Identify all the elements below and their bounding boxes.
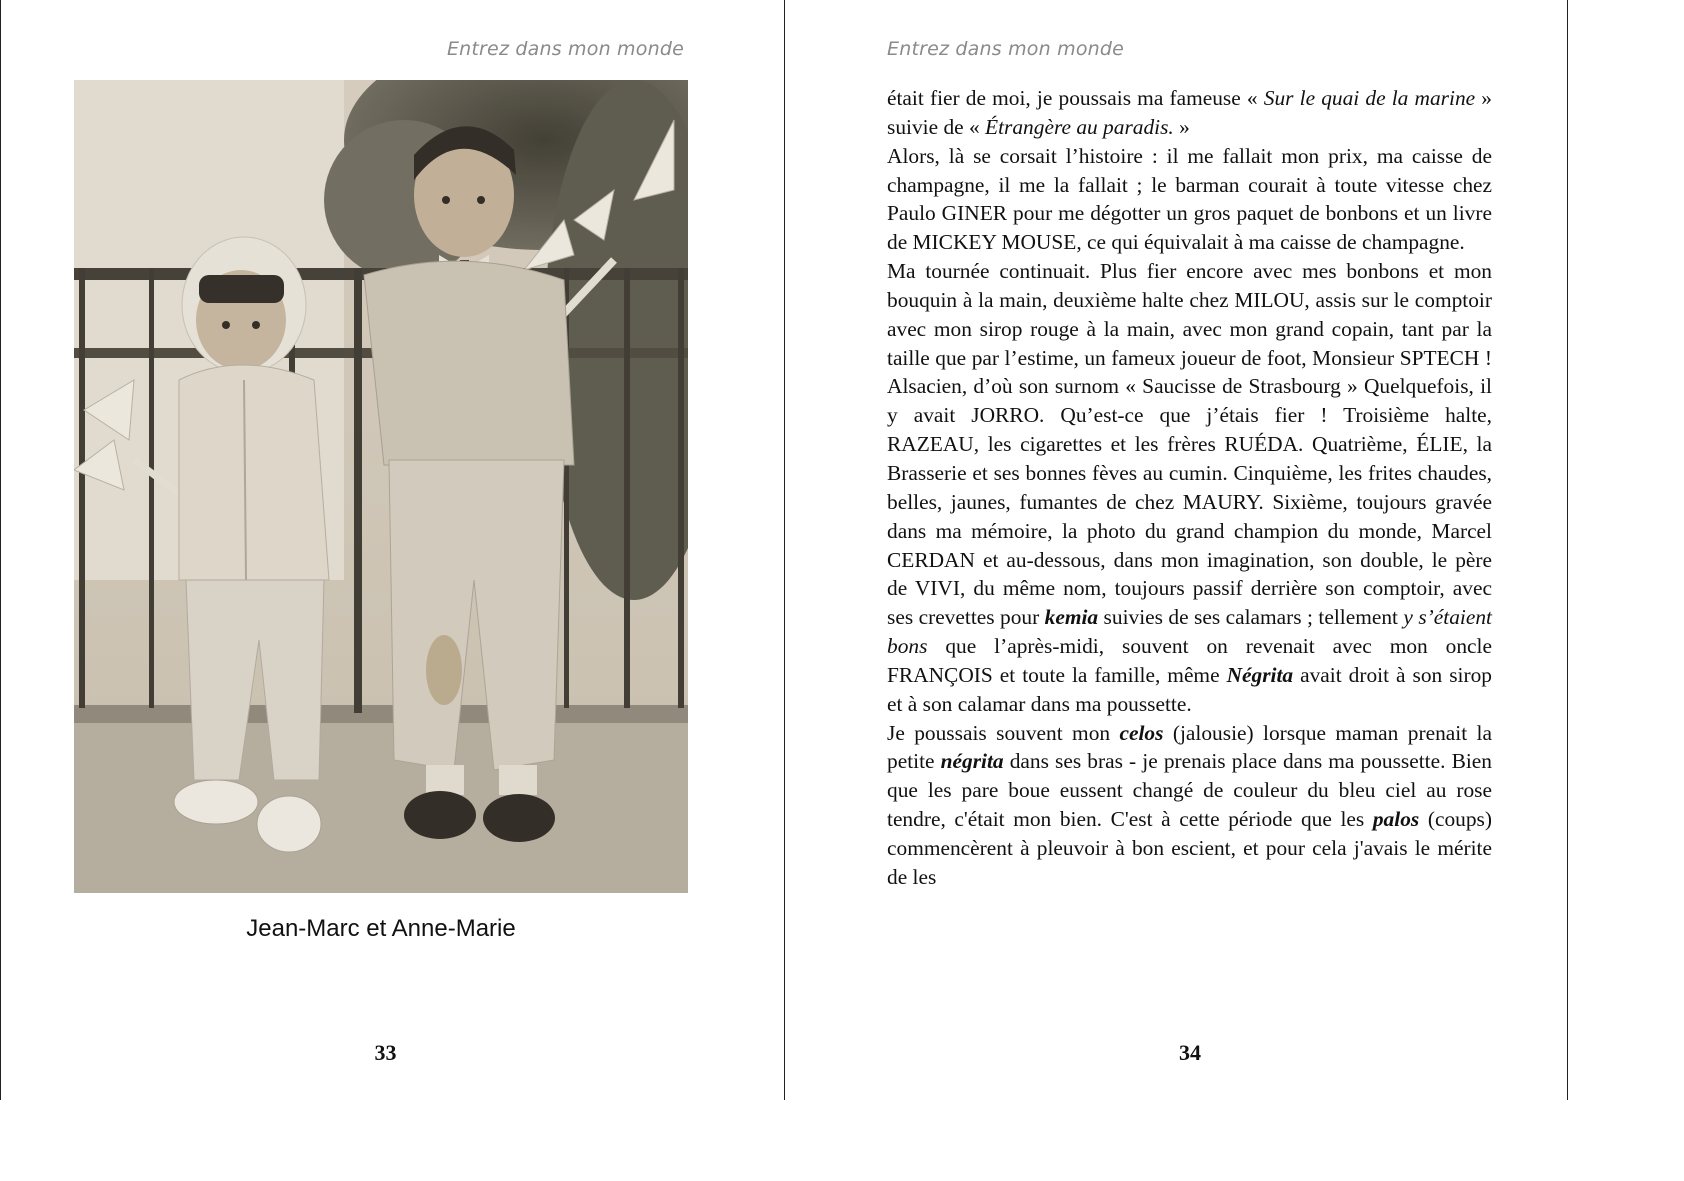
- right-running-head: Entrez dans mon monde: [887, 38, 1125, 60]
- bold-italic-term: celos: [1119, 720, 1164, 745]
- left-page: [0, 0, 784, 1100]
- text-run: Ma tournée continuait. Plus fier encore avec mes bonbons et mon bouquin à la main, deuxième halte chez MILOU, assis sur le comptoir avec mon sirop rouge à la main, avec mon grand copain, tant par la taille que par l’estime, un fameux joueur de foot, Monsieur SPTECH ! Alsacien, d’où son surnom « Saucisse de Strasbourg » Quelquefois, il y avait JORRO. Qu’est-ce que j’étais fier ! Troisième halte, RAZEAU, les cigarettes et les frères RUÉDA. Quatrième, ÉLIE, la Brasserie et ses bonnes fèves au cumin. Cinquième, les frites chaudes, belles, jaunes, fumantes de chez MAURY. Sixième, toujours gravée dans ma mémoire, la photo du grand champion du monde, Marcel CERDAN et au-dessous, dans mon imagination, son double, le père de VIVI, du même nom, toujours passif derrière son comptoir, avec ses crevettes pour: [887, 259, 1492, 630]
- italic-run: Étrangère au paradis.: [985, 114, 1174, 139]
- text-run: avait droit à son sirop et à son calamar dans ma poussette.: [887, 662, 1493, 716]
- text-run: suivies de ses calamars ; tellement: [1098, 605, 1404, 630]
- paragraph: [887, 142, 1492, 257]
- text-run: (jalousie) lorsque maman prenait la petite: [887, 720, 1492, 774]
- text-run: dans ses bras - je prenais place dans ma poussette. Bien que les pare boue eussent changé de couleur du bleu ciel au rose tendre, c'était mon bien. C'est à cette période que les: [887, 749, 1492, 832]
- text-run: (coups) commencèrent à pleuvoir à bon escient, et pour cela j'avais le mérite de les: [887, 807, 1492, 889]
- left-page-number: 33: [374, 1040, 397, 1065]
- right-page: [784, 0, 1568, 1100]
- bold-italic-term: kemia: [1044, 605, 1099, 630]
- paragraph: [887, 257, 1492, 719]
- text-run: était fier de moi, je poussais ma fameuse «: [887, 86, 1264, 110]
- text-run: Je poussais souvent mon: [887, 720, 1120, 745]
- photo-caption: Jean-Marc et Anne-Marie: [246, 915, 516, 942]
- text-run: Alors, là se corsait l’histoire : il me fallait mon prix, ma caisse de champagne, il me la fallait ; le barman courait à toute vitesse chez Paulo GINER pour me dégotter un gros paquet de bonbons et un livre de MICKEY MOUSE, ce qui équivalait à ma caisse de champagne.: [887, 143, 1492, 255]
- italic-run: Sur le quai de la marine: [1263, 86, 1476, 110]
- text-run: que l’après-midi, souvent on revenait avec mon oncle FRANÇOIS et toute la famille, même: [887, 634, 1492, 687]
- paragraph: [887, 719, 1492, 892]
- italic-run: y s’étaient bons: [887, 605, 1493, 659]
- bold-italic-term: palos: [1372, 807, 1420, 832]
- text-run: »: [1173, 114, 1190, 139]
- paragraph: [887, 84, 1492, 142]
- left-running-head: Entrez dans mon monde: [446, 38, 684, 60]
- right-page-number: 34: [1179, 1040, 1201, 1065]
- body-text: [887, 84, 1492, 892]
- children-photo: [74, 80, 688, 893]
- bold-italic-term: Négrita: [1226, 662, 1294, 687]
- text-run: » suivie de «: [887, 86, 1492, 139]
- bold-italic-term: négrita: [940, 749, 1004, 774]
